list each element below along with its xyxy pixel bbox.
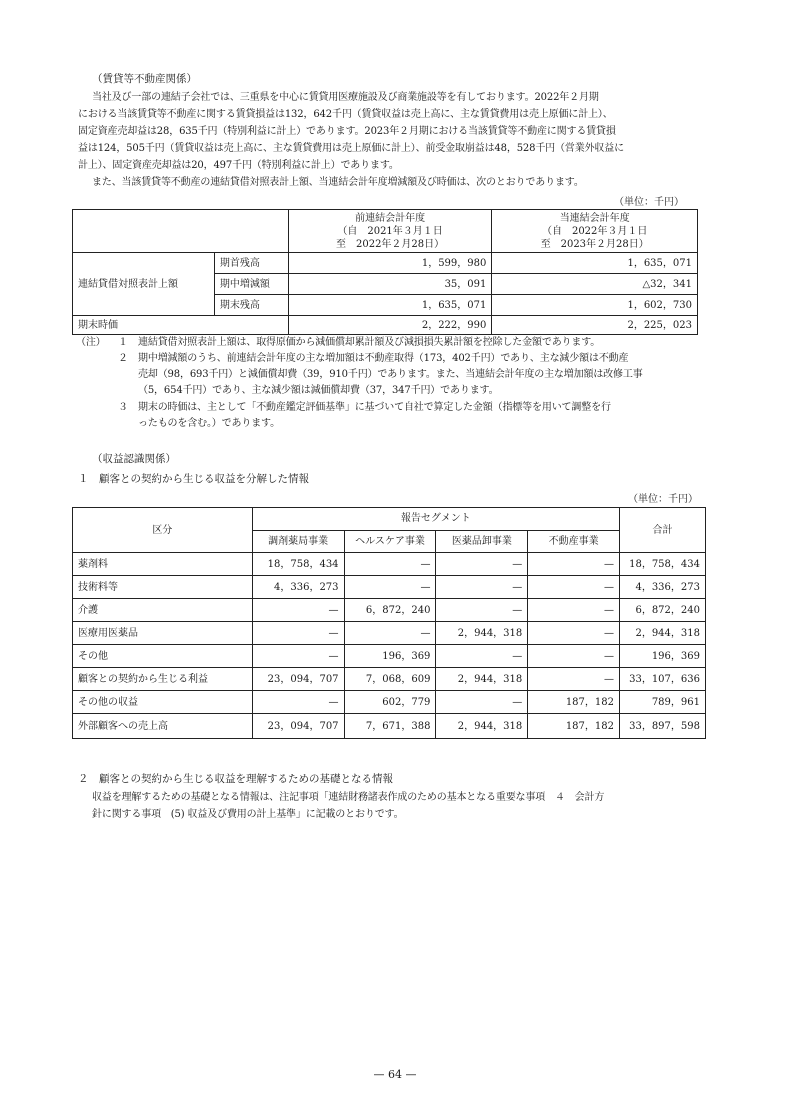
- note-number: １: [118, 337, 128, 348]
- segment-header: 不動産事業: [528, 530, 620, 553]
- table-row: [73, 599, 706, 622]
- rental-unit-label: （単位：千円）: [614, 197, 684, 208]
- prev-value: 1，599，980: [288, 253, 492, 274]
- segment-header: 医薬品卸事業: [436, 530, 528, 553]
- cell-value: 4，336，273: [252, 576, 344, 599]
- revenue-section2-line: 収益を理解するための基礎となる情報は、注記事項「連結財務諸表作成のための基本となる重要な事項 ４ 会計方: [92, 792, 605, 803]
- rental-heading: （賃貸等不動産関係）: [92, 73, 197, 85]
- row-label: その他の収益: [73, 691, 253, 714]
- cell-value: —: [528, 553, 620, 576]
- notes-prefix: （注）: [76, 337, 106, 348]
- cell-value: —: [436, 599, 528, 622]
- curr-value: 2，225，023: [492, 316, 698, 335]
- rental-property-table: [72, 209, 698, 335]
- cell-value: 4，336，273: [620, 576, 706, 599]
- prev-value: 1，635，071: [288, 295, 492, 316]
- cell-value: 18，758，434: [252, 553, 344, 576]
- col-category-header: 区分: [73, 508, 253, 553]
- curr-value: 1，602，730: [492, 295, 698, 316]
- row-label: 期末残高: [214, 295, 288, 316]
- cell-value: 33，107，636: [620, 668, 706, 691]
- revenue-section2-title: ２ 顧客との契約から生じる収益を理解するための基礎となる情報: [78, 773, 393, 785]
- table-row: [73, 668, 706, 691]
- note-line: ったものを含む。）であります。: [138, 418, 280, 429]
- row-label: 期中増減額: [214, 274, 288, 295]
- row-label: 技術料等: [73, 576, 253, 599]
- cell-value: —: [436, 645, 528, 668]
- curr-year-title: 当連結会計年度: [559, 212, 630, 224]
- cell-value: 7，068，609: [344, 668, 436, 691]
- cell-value: 789，961: [620, 691, 706, 714]
- cell-value: —: [252, 622, 344, 645]
- note-line: 期中増減額のうち、前連結会計年度の主な増加額は不動産取得（173，402千円）であり、主な減少額は不動産: [138, 353, 629, 364]
- cell-value: —: [528, 622, 620, 645]
- curr-value: △32，341: [492, 274, 698, 295]
- note-line: 売却（98，693千円）と減価償却費（39，910千円）であります。また、当連結会計年度の主な増加額は改修工事: [138, 369, 643, 380]
- col-total-header: 合計: [620, 508, 706, 553]
- revenue-header-row: [73, 508, 706, 531]
- rental-header-curr-year: [492, 210, 698, 253]
- cell-value: —: [436, 691, 528, 714]
- prev-year-from: （自 2021年３月１日: [337, 225, 443, 237]
- rental-paragraph-line: 当社及び一部の連結子会社では、三重県を中心に賃貸用医療施設及び商業施設等を有しております。2022年２月期: [92, 92, 599, 103]
- prev-year-title: 前連結会計年度: [355, 212, 426, 224]
- table-row: [73, 645, 706, 668]
- cell-value: 23，094，707: [252, 668, 344, 691]
- cell-value: —: [436, 576, 528, 599]
- curr-year-from: （自 2022年３月１日: [541, 225, 648, 237]
- cell-value: —: [344, 576, 436, 599]
- table-row: [73, 622, 706, 645]
- cell-value: 2，944，318: [436, 714, 528, 739]
- prev-value: 2，222，990: [288, 316, 492, 335]
- row-label: 外部顧客への売上高: [73, 714, 253, 739]
- segment-group-header: 報告セグメント: [252, 508, 619, 531]
- note-line: （5，654千円）であり、主な減少額は減価償却費（37，347千円）であります。: [138, 385, 499, 396]
- row-label: 顧客との契約から生じる利益: [73, 668, 253, 691]
- rental-paragraph-2: また、当該賃貸等不動産の連結貸借対照表計上額、当連結会計年度増減額及び時価は、次のとおりであります。: [92, 177, 584, 188]
- table-row: [73, 316, 698, 335]
- cell-value: 196，369: [620, 645, 706, 668]
- row-label: 薬剤料: [73, 553, 253, 576]
- row-label: 期首残高: [214, 253, 288, 274]
- rental-group-label: 連結貸借対照表計上額: [73, 253, 215, 316]
- cell-value: —: [528, 645, 620, 668]
- table-row: [73, 553, 706, 576]
- cell-value: 2，944，318: [436, 622, 528, 645]
- segment-header: ヘルスケア事業: [344, 530, 436, 553]
- page-number: — 64 —: [373, 1068, 417, 1081]
- note-number: ２: [118, 353, 128, 364]
- cell-value: —: [344, 553, 436, 576]
- cell-value: —: [436, 553, 528, 576]
- cell-value: 187，182: [528, 691, 620, 714]
- revenue-unit-label: （単位：千円）: [628, 494, 698, 505]
- rental-paragraph-line: 固定資産売却益は28，635千円（特別利益に計上）であります。2023年２月期における当該賃貸等不動産に関する賃貸損: [78, 126, 616, 137]
- cell-value: 196，369: [344, 645, 436, 668]
- table-row: [73, 253, 698, 274]
- cell-value: —: [528, 668, 620, 691]
- prev-value: 35，091: [288, 274, 492, 295]
- note-line: 期末の時価は、主として「不動産鑑定評価基準」に基づいて自社で算定した金額（指標等を用いて調整を行: [138, 402, 611, 413]
- revenue-section1-title: １ 顧客との契約から生じる収益を分解した情報: [78, 473, 309, 485]
- cell-value: —: [252, 599, 344, 622]
- cell-value: —: [344, 622, 436, 645]
- revenue-heading: （収益認識関係）: [92, 453, 176, 465]
- cell-value: —: [252, 645, 344, 668]
- cell-value: 6，872，240: [620, 599, 706, 622]
- table-row: [73, 714, 706, 739]
- rental-header-blank: [73, 210, 289, 253]
- cell-value: 187，182: [528, 714, 620, 739]
- revenue-section2-line: 針に関する事項 (5) 収益及び費用の計上基準」に記載のとおりです。: [92, 809, 404, 820]
- rental-header-prev-year: [288, 210, 492, 253]
- curr-value: 1，635，071: [492, 253, 698, 274]
- table-row: [73, 691, 706, 714]
- cell-value: 33，897，598: [620, 714, 706, 739]
- curr-year-to: 至 2023年２月28日）: [540, 238, 649, 250]
- cell-value: —: [528, 576, 620, 599]
- rental-paragraph-line: 計上）、固定資産売却益は20，497千円（特別利益に計上）であります。: [78, 160, 399, 171]
- cell-value: 2，944，318: [436, 668, 528, 691]
- cell-value: 602，779: [344, 691, 436, 714]
- revenue-breakdown-table: [72, 507, 706, 739]
- row-label: 医療用医薬品: [73, 622, 253, 645]
- cell-value: 18，758，434: [620, 553, 706, 576]
- cell-value: —: [528, 599, 620, 622]
- table-row: [73, 576, 706, 599]
- cell-value: 6，872，240: [344, 599, 436, 622]
- row-label: その他: [73, 645, 253, 668]
- note-number: ３: [118, 402, 128, 413]
- prev-year-to: 至 2022年２月28日）: [335, 238, 445, 250]
- row-label: 介護: [73, 599, 253, 622]
- segment-header: 調剤薬局事業: [252, 530, 344, 553]
- cell-value: —: [252, 691, 344, 714]
- cell-value: 7，671，388: [344, 714, 436, 739]
- rental-table-header-row: [73, 210, 698, 253]
- rental-paragraph-line: 益は124，505千円（賃貸収益は売上高に、主な賃貸費用は売上原価に計上）、前受金取崩益は48，528千円（営業外収益に: [78, 143, 624, 154]
- note-line: 連結貸借対照表計上額は、取得原価から減価償却累計額及び減損損失累計額を控除した金額であります。: [138, 337, 601, 348]
- rental-paragraph-line: における当該賃貸等不動産に関する賃貸損益は132，642千円（賃貸収益は売上高に、主な賃貸費用は売上原価に計上）、: [78, 109, 613, 120]
- cell-value: 2，944，318: [620, 622, 706, 645]
- fair-value-label: 期末時価: [73, 316, 289, 335]
- cell-value: 23，094，707: [252, 714, 344, 739]
